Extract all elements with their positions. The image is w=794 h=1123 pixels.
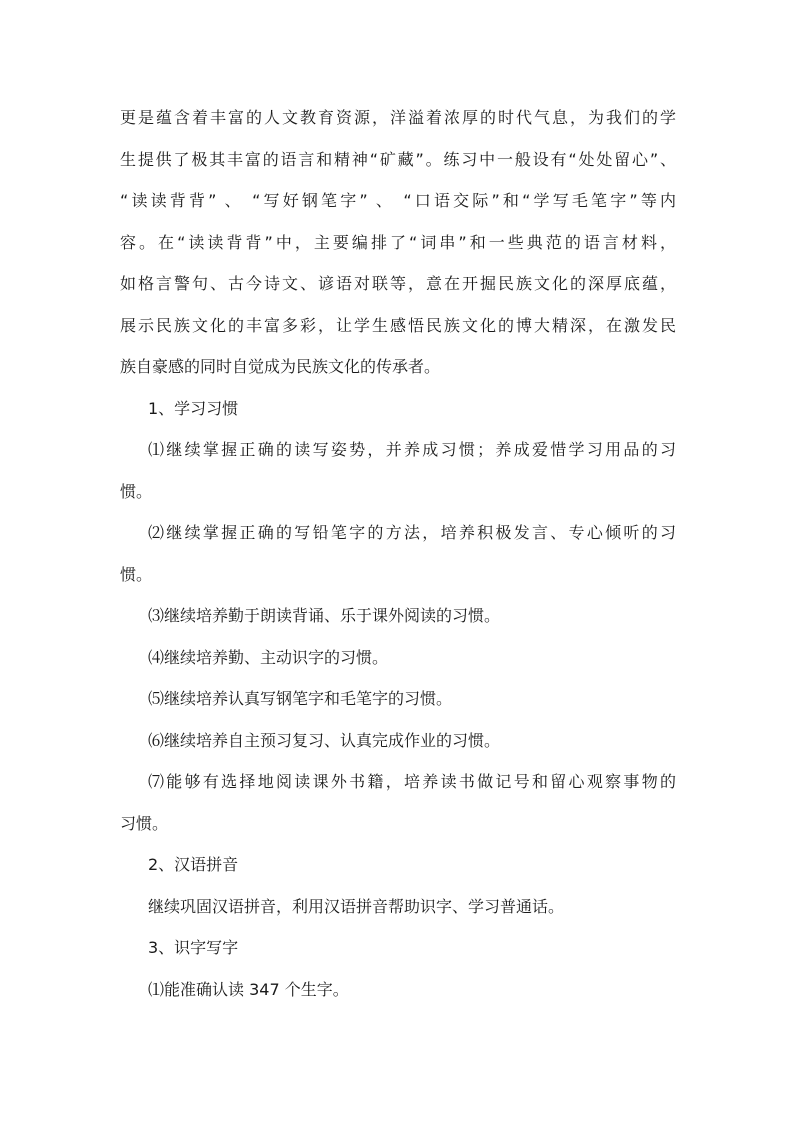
list-item-1-line-2: 惯。	[120, 482, 153, 501]
paragraph-line-4: 容。在“读读背背”中，主要编排了“词串”和一些典范的语言材料，	[120, 233, 676, 252]
list-item-3: ⑶继续培养勤于朗读背诵、乐于课外阅读的习惯。	[148, 606, 501, 625]
paragraph-line-2: 生提供了极其丰富的语言和精神“矿藏”。练习中一般设有“处处留心”、	[120, 150, 676, 169]
paragraph-line-6: 展示民族文化的丰富多彩，让学生感悟民族文化的博大精深，在激发民	[120, 316, 676, 335]
list-item-4: ⑷继续培养勤、主动识字的习惯。	[148, 648, 389, 667]
paragraph-line-3: “读读背背” 、 “写好钢笔字” 、 “口语交际”和“学写毛笔字”等内	[120, 191, 676, 210]
list-item-literacy-1: ⑴能准确认读 347 个生字。	[148, 980, 349, 999]
list-item-6: ⑹继续培养自主预习复习、认真完成作业的习惯。	[148, 731, 501, 750]
list-item-7-line-2: 习惯。	[120, 814, 169, 833]
paragraph-pinyin: 继续巩固汉语拼音，利用汉语拼音帮助识字、学习普通话。	[148, 897, 565, 916]
list-item-1-line-1: ⑴继续掌握正确的读写姿势，并养成习惯；养成爱惜学习用品的习	[148, 440, 676, 459]
list-item-2-line-1: ⑵继续掌握正确的写铅笔字的方法，培养积极发言、专心倾听的习	[148, 523, 676, 542]
section-heading-2: 2、汉语拼音	[148, 855, 239, 874]
paragraph-line-7: 族自豪感的同时自觉成为民族文化的传承者。	[120, 357, 441, 376]
section-heading-1: 1、学习习惯	[148, 399, 239, 418]
list-item-5: ⑸继续培养认真写钢笔字和毛笔字的习惯。	[148, 689, 453, 708]
paragraph-line-5: 如格言警句、古今诗文、谚语对联等，意在开掘民族文化的深厚底蕴，	[120, 274, 676, 293]
list-item-7-line-1: ⑺能够有选择地阅读课外书籍，培养读书做记号和留心观察事物的	[148, 772, 676, 791]
paragraph-line-1: 更是蕴含着丰富的人文教育资源，洋溢着浓厚的时代气息，为我们的学	[120, 108, 676, 127]
section-heading-3: 3、识字写字	[148, 938, 239, 957]
list-item-2-line-2: 惯。	[120, 565, 153, 584]
